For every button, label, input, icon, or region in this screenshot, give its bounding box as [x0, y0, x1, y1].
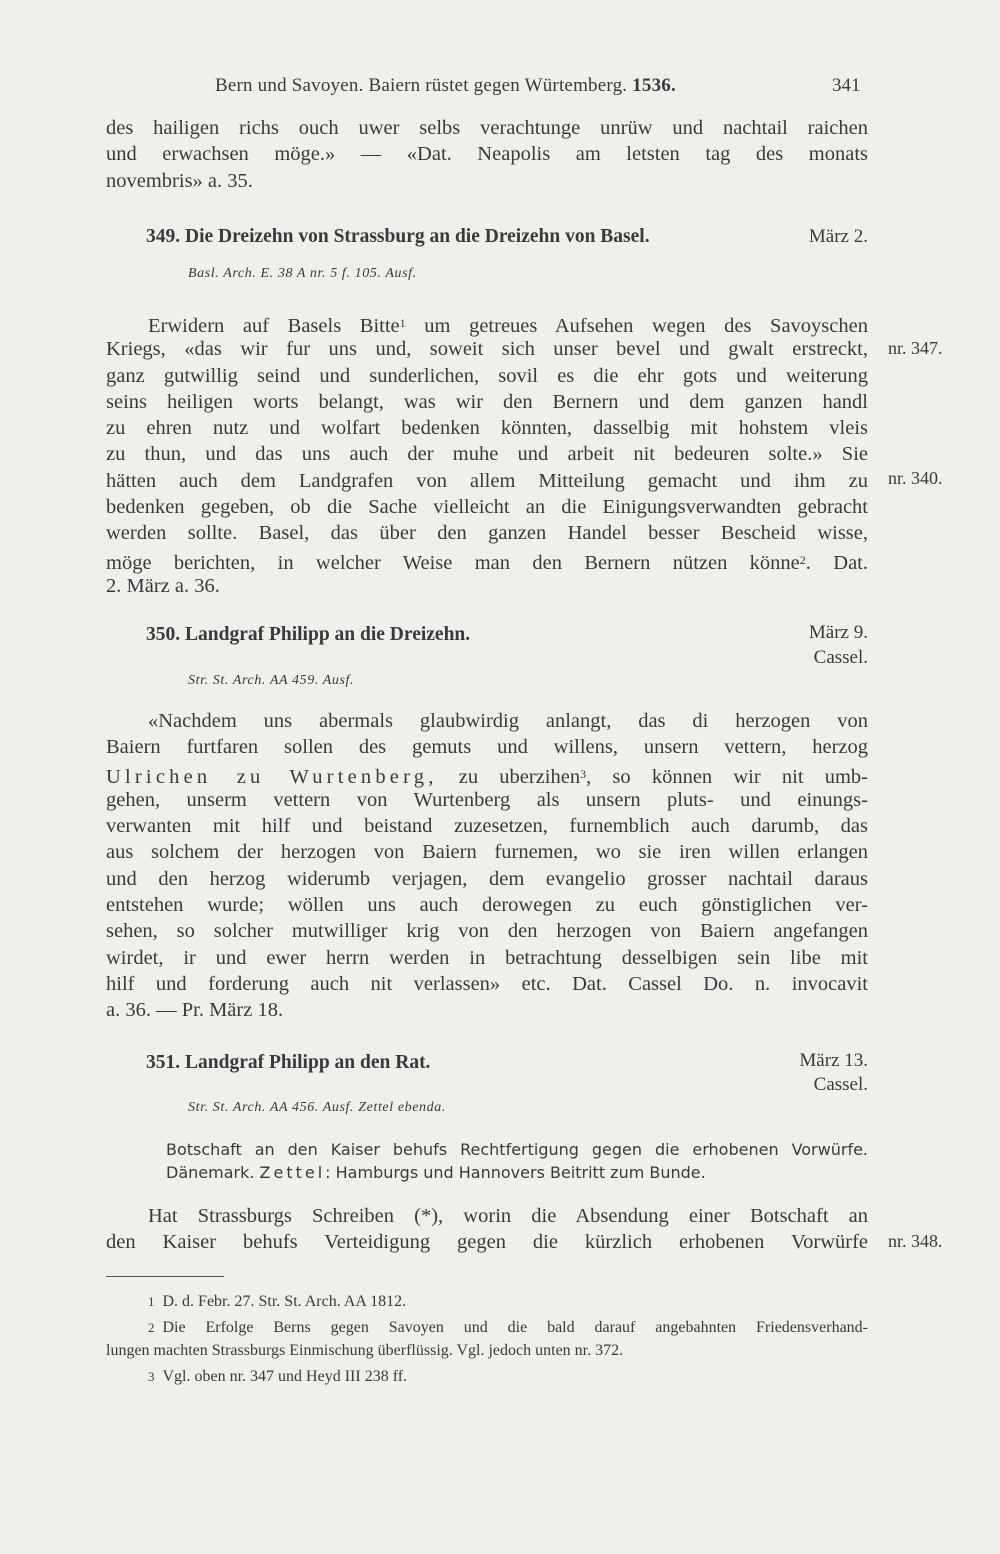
text-segment: zu uberzihen: [458, 765, 581, 788]
page-number: 341: [832, 75, 861, 96]
text-line: verwanten mit hilf und beistand zuzesetzen, furnemblich auch darumb, das: [106, 815, 868, 838]
entry-351-archive-ref: Str. St. Arch. AA 456. Ausf. Zettel ebenda.: [188, 1100, 446, 1115]
footnote-number: 1: [148, 1294, 155, 1309]
entry-351-heading: 351. Landgraf Philipp an den Rat.: [146, 1052, 431, 1073]
text-segment: , so können wir nit umb-: [586, 765, 868, 788]
entry-349-date: März 2.: [808, 226, 868, 247]
text-line: bedenken gegeben, ob die Sache vielleicht an die Einigungsverwandten gebracht: [106, 496, 868, 519]
text-line: aus solchem der herzogen von Baiern furnemen, wo sie iren willen erlangen: [106, 841, 868, 864]
text-line: Baiern furtfaren sollen des gemuts und willens, unsern vettern, herzog: [106, 736, 868, 759]
text-segment: Erwidern auf Basels Bitte: [148, 315, 400, 337]
text-line: und den herzog widerumb verjagen, dem evangelio grosser nachtail daraus: [106, 867, 868, 890]
entry-349-body: [106, 310, 868, 599]
text-line: Kriegs, «das wir fur uns und, soweit sich unser bevel und gwalt erstreckt,: [106, 338, 868, 361]
entry-350-date: März 9.: [808, 622, 868, 643]
entry-351-date: März 13.: [799, 1050, 868, 1071]
entry-349-heading: 349. Die Dreizehn von Strassburg an die Dreizehn von Basel.: [146, 226, 650, 247]
entry-349-archive-ref: Basl. Arch. E. 38 A nr. 5 f. 105. Ausf.: [188, 266, 417, 281]
text-segment: Ulrichen zu Wurtenberg,: [106, 765, 438, 788]
footnote-number: 3: [148, 1369, 155, 1384]
footnote-number: 2: [148, 1320, 155, 1335]
entry-350-archive-ref: Str. St. Arch. AA 459. Ausf.: [188, 673, 355, 688]
text-segment: Dänemark.: [166, 1163, 255, 1182]
text-line: seins heiligen worts belangt, was wir den Bernern und dem ganzen handl: [106, 390, 868, 413]
text-line: [166, 1161, 868, 1184]
text-line: Botschaft an den Kaiser behufs Rechtfertigung gegen die erhobenen Vorwürfe.: [166, 1140, 868, 1159]
text-segment: um getreues Aufsehen wegen des Savoyschen: [424, 315, 868, 337]
footnote-marker: 1: [399, 316, 406, 330]
text-line: [106, 547, 868, 573]
entry-350-place: Cassel.: [813, 647, 868, 668]
text-line: ganz gutwillig seind und sunderlichen, sovil es die ehr gots und weiterung: [106, 364, 868, 387]
text-line: [106, 310, 868, 336]
header-title-text: Bern und Savoyen. Baiern rüstet gegen Würtemberg.: [215, 75, 628, 96]
footnote-1: [106, 1290, 868, 1313]
running-header: [215, 75, 676, 97]
text-segment: . Dat.: [805, 551, 868, 574]
footnote-2: [106, 1316, 868, 1339]
text-line: gehen, unserm vettern von Wurtenberg als unsern pluts- und einungs-: [106, 788, 868, 811]
text-segment: möge berichten, in welcher Weise man den Bernern nützen könne: [106, 551, 800, 574]
text-line: den Kaiser behufs Verteidigung gegen die kürzlich erhobenen Vorwürfe: [106, 1231, 868, 1254]
text-line: sehen, so solcher mutwilliger krig von den herzogen von Baiern angefangen: [106, 920, 868, 943]
footnote-text: Vgl. oben nr. 347 und Heyd III 238 ff.: [162, 1368, 408, 1385]
text-line: Hat Strassburgs Schreiben (*), worin die Absendung einer Botschaft an: [148, 1205, 868, 1227]
text-line: wirdet, ir und ewer herrn werden in betrachtung desselbigen sein libe mit: [106, 946, 868, 969]
entry-350-body: [106, 708, 868, 1024]
margin-reference: nr. 340.: [888, 468, 943, 488]
entry-351-place: Cassel.: [813, 1074, 868, 1095]
text-segment: Zettel: [259, 1163, 326, 1182]
text-line: [106, 761, 868, 787]
text-line: 2. März a. 36.: [106, 574, 220, 597]
text-line: und erwachsen möge.» — «Dat. Neapolis am letsten tag des monats: [106, 143, 868, 166]
footnote-text: D. d. Febr. 27. Str. St. Arch. AA 1812.: [162, 1293, 407, 1310]
entry-350-heading: 350. Landgraf Philipp an die Dreizehn.: [146, 624, 471, 645]
footnote-2-continued: lungen machten Strassburgs Einmischung überflüssig. Vgl. jedoch unten nr. 372.: [106, 1342, 624, 1359]
text-line: hilf und forderung auch nit verlassen» etc. Dat. Cassel Do. n. invocavit: [106, 972, 868, 995]
footnote-marker: 3: [580, 766, 587, 781]
continuation-paragraph: [106, 115, 868, 194]
text-segment: : Hamburgs und Hannovers Beitritt zum Bunde.: [325, 1163, 706, 1182]
footnote-divider: [106, 1276, 224, 1277]
margin-reference: nr. 347.: [888, 338, 943, 358]
footnote-marker: 2: [799, 552, 806, 567]
text-line: werden sollte. Basel, das über den ganzen Handel besser Bescheid wisse,: [106, 522, 868, 545]
text-line: a. 36. — Pr. März 18.: [106, 999, 284, 1022]
margin-reference: nr. 348.: [888, 1231, 943, 1251]
entry-351-summary: [166, 1138, 868, 1184]
text-line: zu thun, und das uns auch der muhe und arbeit nit bedeuren solte.» Sie: [106, 443, 868, 466]
entry-351-body: [106, 1203, 868, 1256]
header-year: 1536.: [632, 75, 676, 96]
footnote-3: [106, 1365, 868, 1388]
text-line: «Nachdem uns abermals glaubwirdig anlangt, das di herzogen von: [148, 710, 868, 732]
text-line: hätten auch dem Landgrafen von allem Mitteilung gemacht und ihm zu: [106, 469, 868, 492]
text-line: des hailigen richs ouch uwer selbs verachtunge unrüw und nachtail raichen: [106, 117, 868, 139]
text-line: zu ehren nutz und wolfart bedenken könnten, dasselbig mit hohstem vleis: [106, 417, 868, 440]
footnote-text: Die Erfolge Berns gegen Savoyen und die bald darauf angebahnten Friedensverhand-: [162, 1319, 868, 1336]
footnotes: [106, 1290, 868, 1388]
text-line: entstehen wurde; wöllen uns auch derowegen zu euch gönstiglichen ver-: [106, 894, 868, 917]
text-line: novembris» a. 35.: [106, 169, 253, 192]
